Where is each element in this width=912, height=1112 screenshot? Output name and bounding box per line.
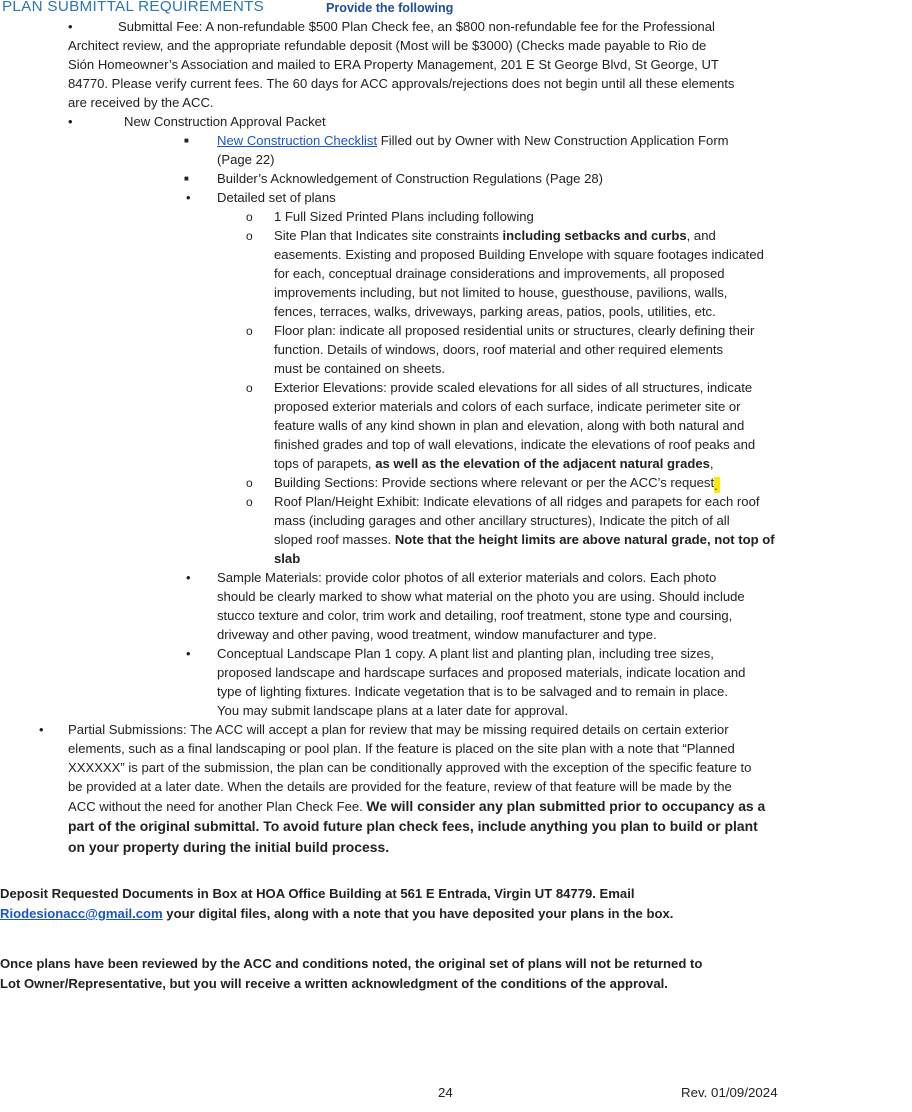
- text-line: [274, 455, 714, 473]
- text-run-bold: Note that the height limits are above natural grade, not top of: [394, 532, 775, 547]
- bullet-square-icon: ■: [184, 174, 189, 183]
- text-run-bold: including setbacks and curbs: [502, 228, 687, 243]
- bullet-dot-icon: •: [68, 114, 73, 129]
- roof-plan-item: Roof Plan/Height Exhibit: Indicate elevations of all ridges and parapets for each roof: [274, 494, 760, 509]
- text-line: Architect review, and the appropriate refundable deposit (Most will be $3000) (Checks made payable to Rio de: [68, 38, 707, 53]
- bullet-dot-icon: •: [68, 19, 73, 34]
- text-line: are received by the ACC.: [68, 95, 214, 110]
- text-line: type of lighting fixtures. Indicate vegetation that is to be salvaged and to remain in place.: [217, 684, 728, 699]
- text-line: You may submit landscape plans at a later date for approval.: [217, 703, 569, 718]
- text-run: sloped roof masses.: [274, 532, 395, 547]
- text-line: function. Details of windows, doors, roof material and other required elements: [274, 342, 724, 357]
- text-line: driveway and other paving, wood treatment, window manufacturer and type.: [217, 627, 657, 642]
- text-run-bold: We will consider any plan submitted prior to occupancy as a: [366, 798, 766, 814]
- bullet-circle-icon: o: [246, 495, 253, 509]
- bullet-circle-icon: o: [246, 476, 253, 490]
- text-line: be provided at a later date. When the details are provided for the feature, review of that feature will be made by the: [68, 779, 732, 794]
- page-number: 24: [438, 1085, 453, 1100]
- bullet-dot-icon: •: [186, 570, 191, 585]
- deposit-line-1: Deposit Requested Documents in Box at HOA Office Building at 561 E Entrada, Virgin UT 84779. Email: [0, 886, 635, 901]
- building-sections-item: [274, 474, 720, 493]
- acc-email-link[interactable]: Riodesionacc@gmail.com: [0, 906, 163, 921]
- detailed-plans-item: Detailed set of plans: [217, 190, 336, 205]
- text-run: ,: [709, 456, 714, 471]
- text-line: slab: [274, 551, 301, 566]
- text-line: Sión Homeowner’s Association and mailed to ERA Property Management, 201 E St George Blvd, St George, UT: [68, 57, 719, 72]
- text-line: mass (including garages and other ancillary structures), Indicate the pitch of all: [274, 513, 730, 528]
- deposit-line-2: [0, 905, 673, 923]
- checklist-item: [217, 132, 729, 150]
- text-line: (Page 22): [217, 152, 275, 167]
- text-line: proposed landscape and hardscape surfaces and proposed materials, indicate location and: [217, 665, 746, 680]
- bullet-square-icon: ■: [184, 136, 189, 145]
- packet-title: New Construction Approval Packet: [124, 114, 326, 129]
- text-line: on your property during the initial build process.: [68, 839, 390, 855]
- text-line: elements, such as a final landscaping or pool plan. If the feature is placed on the site plan with a note that “Planned: [68, 741, 735, 756]
- text-line: feature walls of any kind shown in plan and elevation, along with both natural and: [274, 418, 745, 433]
- text-run: .: [714, 478, 718, 493]
- text-run: your digital files, along with a note that you have deposited your plans in the box.: [162, 906, 674, 921]
- printed-plans-item: 1 Full Sized Printed Plans including following: [274, 209, 534, 224]
- text-line: Submittal Fee: A non-refundable $500 Plan Check fee, an $800 non-refundable fee for the Professional: [118, 19, 715, 34]
- new-construction-checklist-link[interactable]: New Construction Checklist: [217, 133, 378, 148]
- builder-ack-item: Builder’s Acknowledgement of Construction Regulations (Page 28): [217, 171, 604, 186]
- floor-plan-item: Floor plan: indicate all proposed residential units or structures, clearly defining their: [274, 323, 755, 338]
- review-note-line-1: Once plans have been reviewed by the ACC and conditions noted, the original set of plans will not be returned to: [0, 956, 703, 971]
- text-line: [68, 797, 765, 816]
- text-line: [274, 531, 775, 549]
- bullet-dot-icon: •: [39, 722, 44, 737]
- sample-materials-item: Sample Materials: provide color photos of all exterior materials and colors. Each photo: [217, 570, 717, 585]
- text-line: finished grades and top of wall elevations, indicate the elevations of roof peaks and: [274, 437, 756, 452]
- text-line: fences, terraces, walks, driveways, parking areas, patios, pools, utilities, etc.: [274, 304, 716, 319]
- landscape-plan-item: Conceptual Landscape Plan 1 copy. A plant list and planting plan, including tree sizes,: [217, 646, 714, 661]
- text-line: stucco texture and color, trim work and detailing, roof treatment, stone type and coursing,: [217, 608, 733, 623]
- text-line: improvements including, but not limited to house, guesthouse, pavilions, walls,: [274, 285, 728, 300]
- checklist-item-text: Filled out by Owner with New Construction Application Form: [377, 133, 729, 148]
- highlight-mark: [714, 477, 720, 493]
- text-line: for each, conceptual drainage considerations and improvements, all proposed: [274, 266, 725, 281]
- revision-date: Rev. 01/09/2024: [681, 1085, 778, 1100]
- bullet-circle-icon: o: [246, 324, 253, 338]
- bullet-circle-icon: o: [246, 229, 253, 243]
- text-line: easements. Existing and proposed Building Envelope with square footages indicated: [274, 247, 764, 262]
- bullet-dot-icon: •: [186, 190, 191, 205]
- partial-submissions-item: Partial Submissions: The ACC will accept a plan for review that may be missing required details on certain exterior: [68, 722, 729, 737]
- text-run-bold: as well as the elevation of the adjacent natural grades: [375, 456, 710, 471]
- text-line: part of the original submittal. To avoid future plan check fees, include anything you plan to build or plant: [68, 818, 758, 834]
- text-run: Site Plan that Indicates site constraints: [274, 228, 503, 243]
- bullet-dot-icon: •: [186, 646, 191, 661]
- section-subtitle: Provide the following: [326, 1, 454, 15]
- section-title: PLAN SUBMITTAL REQUIREMENTS: [2, 0, 265, 15]
- bullet-circle-icon: o: [246, 210, 253, 224]
- text-line: XXXXXX” is part of the submission, the plan can be conditionally approved with the exception of the specific feature to: [68, 760, 752, 775]
- text-line: must be contained on sheets.: [274, 361, 446, 376]
- text-run: Building Sections: Provide sections where relevant or per the ACC’s request: [274, 475, 715, 490]
- exterior-elevations-item: Exterior Elevations: provide scaled elevations for all sides of all structures, indicate: [274, 380, 753, 395]
- text-line: proposed exterior materials and colors of each surface, indicate perimeter site or: [274, 399, 741, 414]
- text-line: should be clearly marked to show what material on the photo you are using. Should include: [217, 589, 745, 604]
- bullet-circle-icon: o: [246, 381, 253, 395]
- text-run: tops of parapets,: [274, 456, 376, 471]
- text-run: , and: [686, 228, 716, 243]
- review-note-line-2: Lot Owner/Representative, but you will receive a written acknowledgment of the conditions of the approval.: [0, 976, 668, 991]
- site-plan-item: [274, 227, 716, 245]
- text-run: ACC without the need for another Plan Check Fee.: [68, 799, 367, 814]
- text-line: 84770. Please verify current fees. The 60 days for ACC approvals/rejections does not begin until all these elements: [68, 76, 735, 91]
